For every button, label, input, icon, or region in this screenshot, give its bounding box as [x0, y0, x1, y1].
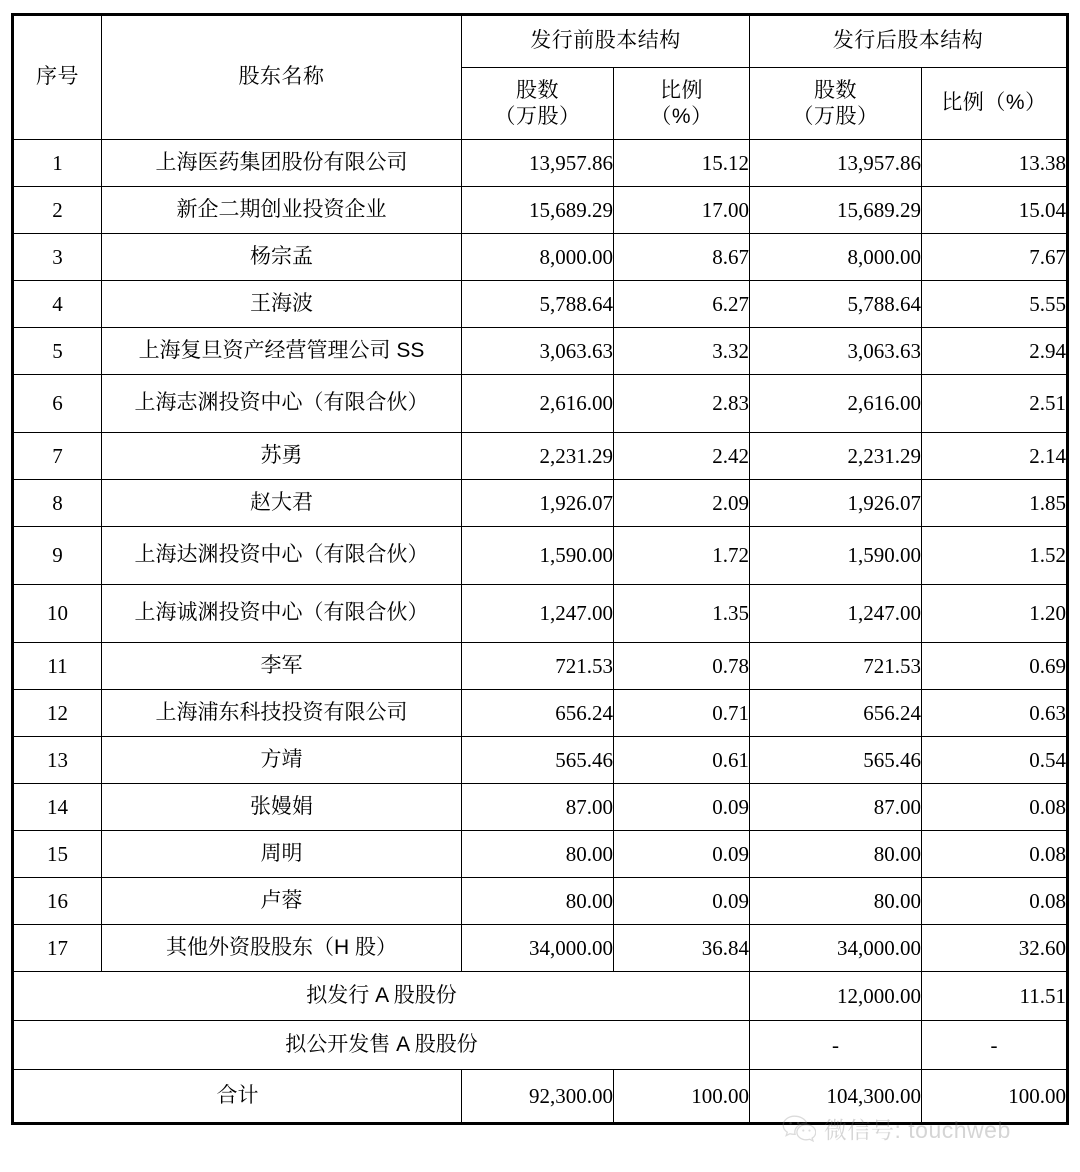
cell-post-shares: 80.00 [750, 831, 922, 878]
table-footer [13, 972, 1068, 1124]
cell-pre-ratio: 2.83 [614, 375, 750, 433]
cell-pre-shares: 721.53 [462, 643, 614, 690]
cell-post-ratio: 7.67 [922, 234, 1068, 281]
cell-pre-ratio: 0.78 [614, 643, 750, 690]
footer-label-issue-a: 拟发行 A 股股份 [13, 972, 750, 1021]
cell-post-ratio: 0.08 [922, 878, 1068, 925]
cell-pre-ratio: 0.61 [614, 737, 750, 784]
cell-pre-ratio: 0.09 [614, 878, 750, 925]
cell-pre-shares: 5,788.64 [462, 281, 614, 328]
column-group-header-post-issue: 发行后股本结构 [750, 15, 1068, 68]
cell-post-shares: 721.53 [750, 643, 922, 690]
table-row [13, 328, 1068, 375]
footer-row-issue-a-shares [13, 972, 1068, 1021]
cell-seq: 4 [13, 281, 102, 328]
cell-post-ratio: 5.55 [922, 281, 1068, 328]
table-row [13, 737, 1068, 784]
cell-seq: 3 [13, 234, 102, 281]
column-header-seq: 序号 [13, 15, 102, 140]
cell-shareholder-name: 卢蓉 [102, 878, 462, 925]
cell-seq: 16 [13, 878, 102, 925]
cell-pre-shares: 1,247.00 [462, 585, 614, 643]
table-header [13, 15, 1068, 140]
footer-total-pre-ratio: 100.00 [614, 1070, 750, 1124]
cell-pre-ratio: 0.71 [614, 690, 750, 737]
table-row [13, 585, 1068, 643]
cell-seq: 2 [13, 187, 102, 234]
watermark-text: 微信号: touchweb [824, 1117, 1011, 1143]
footer-issue-a-post-ratio: 11.51 [922, 972, 1068, 1021]
cell-pre-ratio: 2.09 [614, 480, 750, 527]
table-row [13, 831, 1068, 878]
cell-pre-shares: 80.00 [462, 878, 614, 925]
cell-pre-shares: 1,926.07 [462, 480, 614, 527]
cell-pre-ratio: 0.09 [614, 831, 750, 878]
column-header-shareholder-name: 股东名称 [102, 15, 462, 140]
cell-pre-ratio: 17.00 [614, 187, 750, 234]
table-row [13, 878, 1068, 925]
cell-shareholder-name: 赵大君 [102, 480, 462, 527]
cell-post-ratio: 0.69 [922, 643, 1068, 690]
footer-total-pre-shares: 92,300.00 [462, 1070, 614, 1124]
cell-seq: 8 [13, 480, 102, 527]
cell-pre-shares: 80.00 [462, 831, 614, 878]
cell-post-shares: 2,231.29 [750, 433, 922, 480]
table-row [13, 433, 1068, 480]
footer-label-public-sale: 拟公开发售 A 股股份 [13, 1021, 750, 1070]
cell-post-shares: 1,926.07 [750, 480, 922, 527]
cell-post-shares: 80.00 [750, 878, 922, 925]
cell-seq: 15 [13, 831, 102, 878]
cell-pre-ratio: 15.12 [614, 140, 750, 187]
column-header-pre-ratio [614, 68, 750, 140]
table-row [13, 527, 1068, 585]
cell-post-shares: 87.00 [750, 784, 922, 831]
cell-shareholder-name: 上海达渊投资中心（有限合伙） [102, 527, 462, 585]
cell-post-shares: 565.46 [750, 737, 922, 784]
cell-post-shares: 8,000.00 [750, 234, 922, 281]
cell-pre-ratio: 1.72 [614, 527, 750, 585]
cell-shareholder-name: 其他外资股股东（H 股） [102, 925, 462, 972]
cell-post-shares: 15,689.29 [750, 187, 922, 234]
cell-shareholder-name: 新企二期创业投资企业 [102, 187, 462, 234]
table-row [13, 925, 1068, 972]
pre-ratio-label-line1: 比例 [660, 78, 703, 102]
cell-seq: 17 [13, 925, 102, 972]
cell-pre-ratio: 1.35 [614, 585, 750, 643]
table-row [13, 690, 1068, 737]
cell-pre-ratio: 36.84 [614, 925, 750, 972]
cell-post-shares: 34,000.00 [750, 925, 922, 972]
cell-pre-shares: 8,000.00 [462, 234, 614, 281]
table-body [13, 140, 1068, 972]
cell-seq: 13 [13, 737, 102, 784]
footer-issue-a-post-shares: 12,000.00 [750, 972, 922, 1021]
cell-seq: 6 [13, 375, 102, 433]
cell-post-ratio: 32.60 [922, 925, 1068, 972]
pre-shares-label-line1: 股数 [516, 78, 559, 102]
cell-shareholder-name: 上海浦东科技投资有限公司 [102, 690, 462, 737]
cell-post-ratio: 0.54 [922, 737, 1068, 784]
footer-total-post-shares: 104,300.00 [750, 1070, 922, 1124]
cell-pre-shares: 656.24 [462, 690, 614, 737]
cell-pre-shares: 34,000.00 [462, 925, 614, 972]
cell-post-ratio: 1.20 [922, 585, 1068, 643]
cell-pre-ratio: 8.67 [614, 234, 750, 281]
cell-pre-ratio: 0.09 [614, 784, 750, 831]
cell-post-shares: 3,063.63 [750, 328, 922, 375]
post-shares-label-line1: 股数 [814, 78, 857, 102]
pre-ratio-label-line2: （%） [650, 104, 713, 128]
cell-post-ratio: 1.85 [922, 480, 1068, 527]
pre-shares-label-line2: （万股） [494, 104, 581, 128]
cell-pre-shares: 1,590.00 [462, 527, 614, 585]
cell-post-shares: 1,247.00 [750, 585, 922, 643]
column-header-post-shares [750, 68, 922, 140]
cell-post-ratio: 0.08 [922, 784, 1068, 831]
cell-seq: 5 [13, 328, 102, 375]
cell-shareholder-name: 张嫚娟 [102, 784, 462, 831]
cell-pre-shares: 565.46 [462, 737, 614, 784]
cell-pre-ratio: 6.27 [614, 281, 750, 328]
footer-total-post-ratio: 100.00 [922, 1070, 1068, 1124]
cell-post-shares: 5,788.64 [750, 281, 922, 328]
table-row [13, 187, 1068, 234]
cell-seq: 11 [13, 643, 102, 690]
cell-shareholder-name: 苏勇 [102, 433, 462, 480]
cell-pre-shares: 15,689.29 [462, 187, 614, 234]
cell-post-ratio: 2.94 [922, 328, 1068, 375]
table-row [13, 375, 1068, 433]
cell-pre-shares: 3,063.63 [462, 328, 614, 375]
cell-shareholder-name: 杨宗孟 [102, 234, 462, 281]
cell-post-ratio: 0.08 [922, 831, 1068, 878]
cell-post-ratio: 1.52 [922, 527, 1068, 585]
cell-post-ratio: 2.14 [922, 433, 1068, 480]
column-header-post-ratio: 比例（%） [922, 68, 1068, 140]
footer-row-public-sale-a-shares [13, 1021, 1068, 1070]
column-header-pre-shares [462, 68, 614, 140]
cell-shareholder-name: 上海复旦资产经营管理公司 SS [102, 328, 462, 375]
table-row [13, 784, 1068, 831]
cell-pre-shares: 87.00 [462, 784, 614, 831]
cell-seq: 1 [13, 140, 102, 187]
table-row [13, 643, 1068, 690]
cell-pre-shares: 2,231.29 [462, 433, 614, 480]
cell-post-shares: 1,590.00 [750, 527, 922, 585]
cell-shareholder-name: 方靖 [102, 737, 462, 784]
cell-shareholder-name: 周明 [102, 831, 462, 878]
cell-shareholder-name: 上海诚渊投资中心（有限合伙） [102, 585, 462, 643]
cell-pre-ratio: 2.42 [614, 433, 750, 480]
cell-post-ratio: 15.04 [922, 187, 1068, 234]
cell-post-ratio: 0.63 [922, 690, 1068, 737]
cell-shareholder-name: 上海医药集团股份有限公司 [102, 140, 462, 187]
table-row [13, 281, 1068, 328]
shareholding-table-container [11, 13, 1066, 1125]
cell-pre-ratio: 3.32 [614, 328, 750, 375]
table-row [13, 480, 1068, 527]
cell-shareholder-name: 王海波 [102, 281, 462, 328]
table-row [13, 234, 1068, 281]
footer-label-total: 合计 [13, 1070, 462, 1124]
cell-post-shares: 2,616.00 [750, 375, 922, 433]
column-group-header-pre-issue: 发行前股本结构 [462, 15, 750, 68]
cell-pre-shares: 13,957.86 [462, 140, 614, 187]
shareholding-structure-table [11, 13, 1069, 1125]
cell-shareholder-name: 李军 [102, 643, 462, 690]
table-row [13, 140, 1068, 187]
cell-pre-shares: 2,616.00 [462, 375, 614, 433]
cell-seq: 10 [13, 585, 102, 643]
post-shares-label-line2: （万股） [792, 104, 879, 128]
cell-shareholder-name: 上海志渊投资中心（有限合伙） [102, 375, 462, 433]
cell-seq: 7 [13, 433, 102, 480]
cell-seq: 14 [13, 784, 102, 831]
cell-post-shares: 656.24 [750, 690, 922, 737]
footer-public-sale-post-ratio: - [922, 1021, 1068, 1070]
header-group-row [13, 15, 1068, 68]
cell-post-ratio: 13.38 [922, 140, 1068, 187]
wechat-icon [782, 1115, 816, 1142]
cell-post-ratio: 2.51 [922, 375, 1068, 433]
cell-seq: 12 [13, 690, 102, 737]
footer-public-sale-post-shares: - [750, 1021, 922, 1070]
cell-seq: 9 [13, 527, 102, 585]
cell-post-shares: 13,957.86 [750, 140, 922, 187]
watermark [782, 1112, 1011, 1145]
